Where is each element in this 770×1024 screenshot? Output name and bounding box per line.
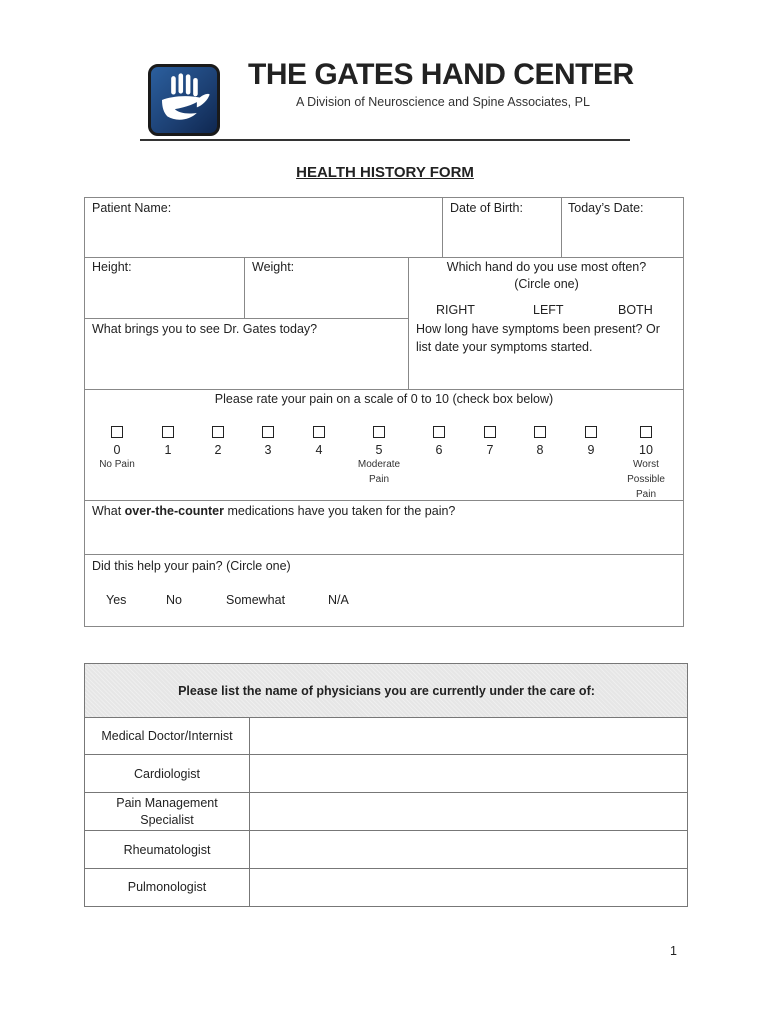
pain-value-9: 9 — [587, 443, 595, 457]
pain-checkbox-4[interactable] — [313, 426, 325, 438]
brand-name: THE GATES HAND CENTER — [248, 58, 634, 91]
pain-label-none: No Pain — [99, 459, 135, 470]
physician-field-pulmonologist[interactable] — [250, 869, 687, 906]
help-option-na[interactable]: N/A — [328, 593, 349, 607]
pain-value-8: 8 — [536, 443, 544, 457]
otc-suffix: medications have you taken for the pain? — [223, 504, 456, 518]
physicians-title: Please list the name of physicians you are currently under the care of: — [178, 684, 595, 698]
pain-value-10: 10 — [639, 443, 653, 457]
pain-label-worst-1: Worst — [633, 459, 659, 470]
todays-date-label: Today’s Date: — [568, 201, 644, 215]
weight-label: Weight: — [252, 260, 295, 274]
hand-logo-icon — [148, 64, 220, 136]
pain-value-1: 1 — [164, 443, 172, 457]
otc-prefix: What — [92, 504, 125, 518]
otc-medications-label — [92, 504, 455, 518]
page-number: 1 — [670, 944, 677, 958]
brand-subtitle: A Division of Neuroscience and Spine Associates, PL — [296, 95, 590, 109]
pain-value-2: 2 — [214, 443, 222, 457]
physician-field-cardiologist[interactable] — [250, 755, 687, 792]
symptoms-label-line2: list date your symptoms started. — [416, 340, 593, 354]
pain-checkbox-7[interactable] — [484, 426, 496, 438]
pain-value-5: 5 — [375, 443, 383, 457]
physician-field-pain-management[interactable] — [250, 793, 687, 830]
patient-name-label: Patient Name: — [92, 201, 172, 215]
pain-checkbox-8[interactable] — [534, 426, 546, 438]
brings-you-label: What brings you to see Dr. Gates today? — [92, 322, 318, 336]
pain-scale-prompt: Please rate your pain on a scale of 0 to 10 (check box below) — [214, 392, 554, 406]
header-divider — [140, 139, 630, 141]
help-option-somewhat[interactable]: Somewhat — [226, 593, 286, 607]
form-title: HEALTH HISTORY FORM — [296, 164, 474, 181]
dob-label: Date of Birth: — [450, 201, 523, 215]
pain-value-6: 6 — [435, 443, 443, 457]
physician-row-pain-management: Pain Management — [116, 796, 218, 810]
hand-option-both[interactable]: BOTH — [618, 303, 653, 317]
physician-row-pain-management-line2: Specialist — [140, 813, 194, 827]
pain-value-3: 3 — [264, 443, 272, 457]
did-help-label: Did this help your pain? (Circle one) — [92, 559, 291, 573]
hand-circle-one: (Circle one) — [514, 277, 579, 291]
hand-question: Which hand do you use most often? — [446, 260, 647, 274]
physician-row-rheumatologist: Rheumatologist — [123, 843, 211, 857]
pain-checkbox-1[interactable] — [162, 426, 174, 438]
pain-checkbox-6[interactable] — [433, 426, 445, 438]
pain-label-moderate-2: Pain — [368, 474, 389, 485]
height-label: Height: — [92, 260, 132, 274]
symptoms-label-line1: How long have symptoms been present? Or — [416, 322, 660, 336]
pain-checkbox-5[interactable] — [373, 426, 385, 438]
physician-row-pulmonologist: Pulmonologist — [127, 880, 207, 894]
pain-value-7: 7 — [486, 443, 494, 457]
pain-checkbox-9[interactable] — [585, 426, 597, 438]
hand-option-left[interactable]: LEFT — [533, 303, 564, 317]
physician-field-internist[interactable] — [250, 718, 687, 754]
pain-checkbox-3[interactable] — [262, 426, 274, 438]
physician-row-internist: Medical Doctor/Internist — [101, 729, 233, 743]
otc-bold: over-the-counter — [124, 504, 224, 518]
pain-label-worst-3: Pain — [635, 489, 656, 500]
pain-value-0: 0 — [113, 443, 121, 457]
pain-label-moderate-1: Moderate — [357, 459, 401, 470]
pain-checkbox-0[interactable] — [111, 426, 123, 438]
pain-label-worst-2: Possible — [627, 474, 665, 485]
physician-row-cardiologist: Cardiologist — [133, 767, 200, 781]
pain-checkbox-10[interactable] — [640, 426, 652, 438]
pain-value-4: 4 — [315, 443, 323, 457]
pain-checkbox-2[interactable] — [212, 426, 224, 438]
hand-option-right[interactable]: RIGHT — [436, 303, 475, 317]
physician-field-rheumatologist[interactable] — [250, 831, 687, 868]
help-option-yes[interactable]: Yes — [106, 593, 127, 607]
help-option-no[interactable]: No — [166, 593, 182, 607]
